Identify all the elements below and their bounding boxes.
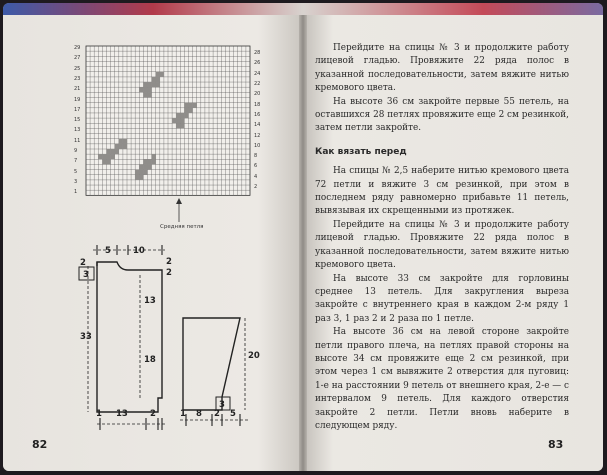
chart-row-label-left: 17 — [74, 106, 81, 113]
chart-row-label-right: 18 — [254, 101, 261, 108]
paragraph-3: На спицы № 2,5 наберите нитью кремового цвета 72 петли и вяжите 3 см резинкой, при этом в последнем ряду равномерно прибавьте 11 петель, вывязывая их скрещенными из протяжек. — [315, 166, 569, 217]
chart-row-label-right: 22 — [254, 81, 261, 88]
chart-row-label-right: 14 — [254, 122, 261, 129]
back-top-right-label: 10 — [133, 246, 145, 256]
paragraph-1: Перейдите на спицы № 3 и продолжите работу лицевой гладью. Провяжите 22 ряда полос в указанной последовательности, затем вяжите нитью кремового цвета. — [315, 43, 569, 94]
chart-row-label-left: 7 — [74, 158, 78, 165]
back-mid-right-lower-label: 18 — [144, 355, 156, 365]
chart-row-label-right: 28 — [254, 50, 261, 57]
back-bottom-mid-label: 13 — [116, 409, 128, 419]
chart-caption: Средняя петля — [160, 224, 204, 230]
page-number-left: 82 — [32, 438, 48, 451]
back-left-box-label: 3 — [83, 270, 89, 280]
chart-row-label-left: 9 — [74, 148, 78, 154]
paragraph-4: Перейдите на спицы № 3 и продолжите работу лицевой гладью. Провяжите 22 ряда полос в указанной последовательности, затем вяжите нитью кремового цвета. — [315, 219, 569, 271]
chart-row-label-left: 11 — [74, 137, 81, 144]
sleeve-bottom-right-2-label: 5 — [230, 409, 236, 419]
chart-row-label-left: 15 — [74, 117, 81, 124]
chart-row-label-left: 5 — [74, 168, 78, 175]
chart-row-label-right: 24 — [254, 70, 261, 77]
page-number-right: 83 — [548, 438, 564, 451]
chart-row-label-right: 20 — [254, 91, 261, 98]
back-bottom-right-label: 2 — [150, 409, 156, 419]
right-page-text — [315, 42, 569, 433]
sleeve-outline — [183, 318, 240, 410]
sleeve-bottom-left-label: 1 — [180, 409, 186, 419]
chart-row-label-left: 23 — [74, 75, 81, 82]
chart-row-label-left: 13 — [74, 127, 81, 134]
chart-row-label-left: 1 — [74, 189, 78, 196]
paragraph-5: На высоте 33 см закройте для горловины среднее 13 петель. Для закругления выреза закройте с внутреннего края в каждом 2-м ряду 1 раз 3, 1 раз 2 и 2 раза по 1 петле. — [315, 273, 569, 324]
chart-row-label-right: 4 — [254, 173, 258, 180]
chart-row-label-right: 26 — [254, 60, 261, 67]
chart-row-label-left: 25 — [74, 65, 81, 72]
sleeve-bottom-box-label: 3 — [219, 400, 225, 410]
chart-row-label-left: 19 — [74, 96, 81, 103]
section-heading: Как вязать перед — [315, 146, 407, 157]
chart-row-label-right: 8 — [254, 153, 258, 160]
chart-row-label-left: 3 — [74, 178, 78, 185]
back-left-height-label: 33 — [80, 332, 92, 342]
paragraph-6: На высоте 36 см на левой стороне закройте петли правого плеча, на петлях правой стороны на высоте 34 см провяжите еще 2 см резинкой, при этом через 1 см вывяжите 2 отверстия для пуговиц: 1-е на расстоянии 9 петель от внешнего края, 2-е — с интервалом 9 петель. Для каждого отверстия закройте 2 петли. Петли вновь наберите в следующем ряду. — [315, 327, 569, 431]
back-right-upper-1-label: 2 — [166, 257, 172, 267]
chart-row-label-left: 21 — [74, 86, 81, 93]
back-left-upper-label: 2 — [80, 258, 86, 268]
sleeve-bottom-mid-label: 8 — [196, 409, 202, 419]
paragraph-2: На высоте 36 см закройте первые 55 петель, на оставшихся 28 петлях провяжите еще 2 см резинкой, затем петли закройте. — [315, 96, 569, 134]
sleeve-height-label: 20 — [248, 351, 260, 361]
chart-row-label-right: 10 — [254, 142, 261, 149]
back-bottom-left-label: 1 — [96, 409, 102, 419]
sleeve-bottom-right-1-label: 2 — [214, 409, 220, 419]
chart-row-label-right: 16 — [254, 111, 261, 118]
back-right-upper-2-label: 2 — [166, 268, 172, 278]
chart-row-label-right: 6 — [254, 163, 258, 170]
chart-row-label-left: 29 — [74, 45, 81, 51]
back-top-left-label: 5 — [105, 246, 111, 256]
chart-row-label-left: 27 — [74, 55, 81, 62]
back-mid-right-label: 13 — [144, 296, 156, 306]
chart-row-label-right: 2 — [254, 184, 258, 191]
chart-row-label-right: 12 — [254, 132, 261, 139]
